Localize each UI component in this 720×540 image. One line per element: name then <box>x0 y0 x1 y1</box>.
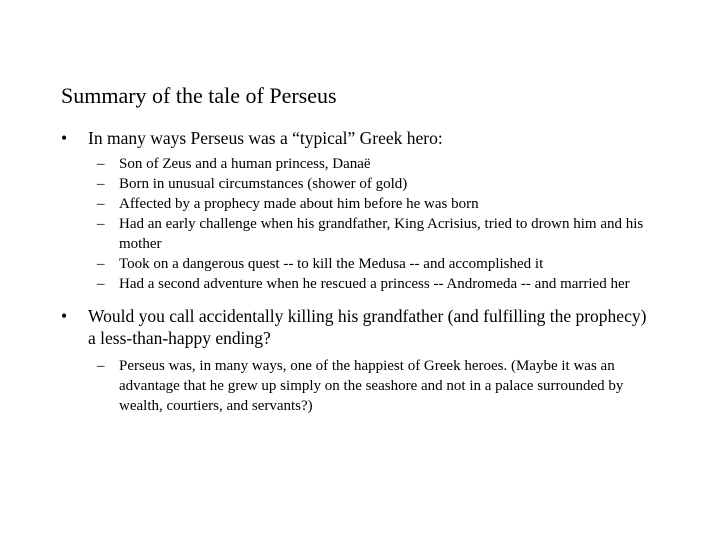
sub-item <box>0 214 649 254</box>
bullet-marker: • <box>61 306 68 326</box>
sub-text: Took on a dangerous quest -- to kill the Medusa -- and accomplished it <box>119 256 544 272</box>
bullet-item <box>0 127 648 149</box>
sub-item <box>0 174 649 194</box>
sub-text: Perseus was, in many ways, one of the happiest of Greek heroes. (Maybe it was an advantage that he grew up simply on the seashore and not in a palace surrounded by wealth, courtiers, and servants?) <box>119 358 624 414</box>
sub-text: Had a second adventure when he rescued a princess -- Andromeda -- and married her <box>119 276 630 292</box>
bullet-text: In many ways Perseus was a “typical” Greek hero: <box>88 128 443 148</box>
sub-text: Affected by a prophecy made about him before he was born <box>119 196 479 212</box>
sub-marker: – <box>97 176 105 192</box>
slide-title: Summary of the tale of Perseus <box>61 83 337 108</box>
sub-item <box>0 274 649 294</box>
sub-item <box>0 254 649 274</box>
sub-text: Son of Zeus and a human princess, Danaë <box>119 156 371 172</box>
slide-body <box>0 127 720 416</box>
sub-marker: – <box>97 358 105 374</box>
sub-text: Born in unusual circumstances (shower of gold) <box>119 176 408 192</box>
bullet-item <box>0 305 648 349</box>
sub-text: Had an early challenge when his grandfather, King Acrisius, tried to drown him and his mother <box>119 216 644 252</box>
spacer <box>0 294 720 305</box>
sub-item <box>0 194 649 214</box>
sub-marker: – <box>97 196 105 212</box>
sub-item <box>0 356 649 416</box>
sub-marker: – <box>97 216 105 232</box>
sub-marker: – <box>97 156 105 172</box>
sub-marker: – <box>97 276 105 292</box>
sub-list <box>0 356 720 416</box>
sub-marker: – <box>97 256 105 272</box>
sub-item <box>0 154 649 174</box>
bullet-text: Would you call accidentally killing his grandfather (and fulfilling the prophecy) a less-than-happy ending? <box>88 306 647 348</box>
sub-list <box>0 154 720 294</box>
bullet-marker: • <box>61 128 68 148</box>
